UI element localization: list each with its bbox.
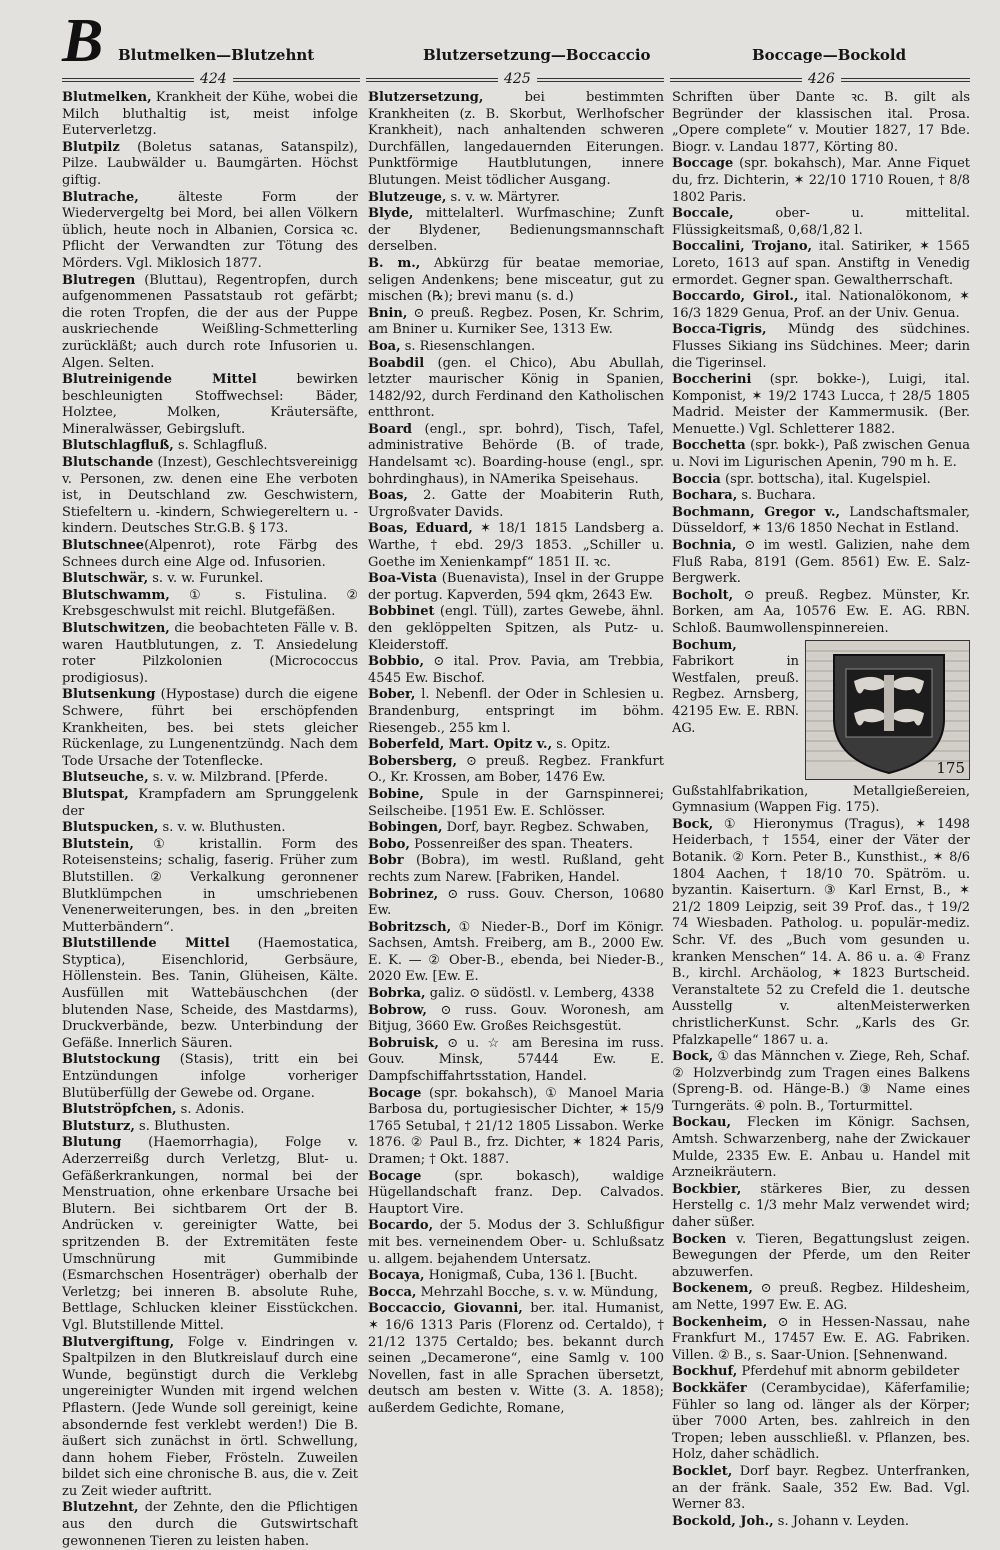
entry-headword: Bock, <box>672 816 714 832</box>
entry-text: Dorf bayr. Regbez. Unterfranken, an der fränk. Saale, 352 Ew. Bad. Vgl. Werner 83. <box>672 1463 970 1513</box>
entry-headword: Bock, <box>672 1049 714 1065</box>
dictionary-entry <box>672 1514 970 1531</box>
dictionary-entry <box>672 472 970 489</box>
entry-headword: Bnin, <box>368 305 408 321</box>
entry-headword: Bocchetta <box>672 438 746 454</box>
dictionary-entry <box>368 306 664 339</box>
dictionary-entry <box>62 820 358 837</box>
entry-headword: Blutschwär, <box>62 571 149 587</box>
dictionary-entry <box>368 1218 664 1268</box>
entry-headword: Blutzeuge, <box>368 189 447 205</box>
entry-headword: Blutrache, <box>62 189 139 205</box>
left-column-title: Blutmelken—Blutzehnt <box>118 46 315 64</box>
dictionary-entry <box>672 322 970 372</box>
entry-text: bewirken beschleunigten Stoffwechsel: Bäder, Holztee, Molken, Kräutersäfte, Mineralwässer, Gebirgsluft. <box>62 372 358 437</box>
entry-headword: Boccia <box>672 471 721 487</box>
dictionary-entry <box>672 488 970 505</box>
dictionary-entry <box>62 621 358 687</box>
entry-headword: Blutschwitzen, <box>62 621 170 636</box>
dictionary-entry <box>368 1086 664 1169</box>
dictionary-entry <box>672 90 970 156</box>
entry-headword: Blutmelken, <box>62 90 152 105</box>
dictionary-entry <box>368 986 664 1003</box>
entry-headword: Blutzehnt, <box>62 1500 139 1516</box>
entry-headword: Bochara, <box>672 488 738 504</box>
entry-text: s. Riesenschlangen. <box>400 338 536 354</box>
dictionary-entry <box>672 817 970 1049</box>
entry-text: ober- u. mittelital. Flüssigkeitsmaß, 0,68/1,82 l. <box>672 206 970 238</box>
entry-headword: Blutvergiftung, <box>62 1334 175 1350</box>
entry-text: s. Johann v. Leyden. <box>773 1513 910 1529</box>
entry-text: (Haemorrhagia), Folge v. Aderzerreißg durch Verletzg, Blut- u. Gefäßerkrankungen, normal bei der Menstruation, ohne erkenbare Ursache bei Blutern. Bei sichtbarem Ort der B. Andrücken v. gereinigter Watte, bei spritzenden B. der Extremitäten feste Umschnürung mit Gummibinde (Esmarchschen Hosenträger) oberhalb der Verletzg; bei inneren B. absolute Ruhe, Bettlage, Schlucken kleiner Eisstückchen. Vgl. Blutstillende Mittel. <box>62 1135 358 1333</box>
entry-text: Landschaftsmaler, Düsseldorf, ✶ 13/6 1850 Nechat in Estland. <box>672 504 970 537</box>
dictionary-entry <box>368 1268 664 1285</box>
entry-text: (engl. Tüll), zartes Gewebe, ähnl. den geklöppelten Spitzen, als Putz- u. Kleiderstoff. <box>368 604 664 653</box>
dictionary-entry <box>62 438 358 455</box>
dictionary-entry <box>62 1135 358 1334</box>
entry-headword: Blutschwamm, <box>62 587 170 603</box>
dictionary-entry <box>368 737 664 754</box>
dictionary-entry <box>62 1102 358 1119</box>
entry-headword: Bocholt, <box>672 587 734 603</box>
entry-headword: Blutreinigende Mittel <box>62 372 257 388</box>
entry-headword: Bocardo, <box>368 1218 434 1234</box>
right-column-title: Boccage—Bockold <box>752 46 907 64</box>
entry-headword: Bocaya, <box>368 1268 425 1284</box>
entry-headword: Boberfeld, Mart. Opitz v., <box>368 737 553 753</box>
dictionary-entry <box>672 1464 970 1514</box>
dictionary-entry <box>368 1169 664 1219</box>
entry-headword: Bocca, <box>368 1284 417 1300</box>
dictionary-entry <box>368 754 664 787</box>
entry-text: (Hypostase) durch die eigene Schwere, führt bei erschöpfenden Krankheiten, bes. bei stets gleicher Rückenlage, zu Lungenentzündg. Nach dem Tode Ursache der Totenflecke. <box>62 687 358 769</box>
entry-text: bei bestimmten Krankheiten (z. B. Skorbut, Werlhofscher Krankheit), nach anhaltenden schweren Durchfällen, langedauernden Eiterungen. Punktförmige Hautblutungen, innere Blutungen. Meist tödlicher Ausgang. <box>368 90 664 188</box>
entry-headword: Bockkäfer <box>672 1380 747 1396</box>
entry-headword: Boccardo, Girol., <box>672 289 799 305</box>
entry-headword: Bockhuf, <box>672 1364 738 1380</box>
dictionary-entry <box>368 521 664 571</box>
bochum-coat-of-arms-figure <box>805 640 970 780</box>
entry-text: (spr. bokke-), Luigi, ital. Komponist, ✶ 19/2 1743 Lucca, † 28/5 1805 Madrid. Meister der Kammermusik. (Ber. Menuette.) Vgl. Schletterer 1882. <box>672 372 970 437</box>
dictionary-entry <box>672 239 970 289</box>
entry-text: ⊙ im westl. Galizien, nahe dem Fluß Raba, 8191 (Gem. 8561) Ew. E. Salz-Bergwerk. <box>672 538 970 587</box>
entry-text: (Bobra), im westl. Rußland, geht rechts zum Narew. [Fabriken, Handel. <box>368 853 664 885</box>
entry-text: s. Adonis. <box>176 1102 245 1118</box>
entry-headword: Blutspucken, <box>62 820 159 836</box>
dictionary-entry <box>62 770 358 787</box>
entry-headword: Boccherini <box>672 372 752 388</box>
entry-headword: Blutsenkung <box>62 687 156 703</box>
entry-headword: Blutströpfchen, <box>62 1102 177 1118</box>
entry-headword: Boa-Vista <box>368 571 438 587</box>
dictionary-entry <box>62 1052 358 1102</box>
entry-text: Flecken im Königr. Sachsen, Amtsh. Schwarzenberg, nahe der Zwickauer Mulde, 2335 Ew. E. Anbau u. Handel mit Arzneikräutern. <box>672 1115 970 1181</box>
dictionary-entry <box>672 438 970 471</box>
entry-text: (Alpenrot), rote Färbg des Schnees durch eine Alge od. Infusorien. <box>62 538 358 570</box>
dictionary-entry <box>368 339 664 356</box>
dictionary-entry <box>368 206 664 256</box>
entry-text: ① das Männchen v. Ziege, Reh, Schaf. ② Holzverbindg zum Tragen eines Balkens (Spreng-B. od. Hänge-B.) ③ Name eines Turngeräts. ④ poln. B., Torturmittel. <box>672 1049 970 1114</box>
entry-text: (Buenavista), Insel in der Gruppe der portug. Kapverden, 594 qkm, 2643 Ew. <box>368 571 664 603</box>
entry-text: s. Buchara. <box>737 488 816 504</box>
entry-headword: Bobr <box>368 853 404 869</box>
dictionary-entry <box>62 588 358 621</box>
entry-headword: Blutschnee <box>62 538 145 554</box>
dictionary-entry <box>62 837 358 937</box>
column-left <box>62 90 358 1549</box>
dictionary-entry <box>368 1301 664 1417</box>
entry-text: ⊙ preuß. Regbez. Posen, Kr. Schrim, am Bniner u. Kurniker See, 1313 Ew. <box>368 305 664 338</box>
dictionary-entry <box>62 455 358 538</box>
entry-headword: Bobrinez, <box>368 886 439 902</box>
entry-text: älteste Form der Wiedervergeltg bei Mord, bei allen Völkern üblich, heute noch in Albanien, Corsica ꝛc. Pflicht der Verwandten zur Tötung des Mörders. Vgl. Miklosich 1877. <box>62 189 358 271</box>
dictionary-entry <box>368 1003 664 1036</box>
entry-text: (Stasis), tritt ein bei Entzündungen infolge vorheriger Blutüberfüllg der Gewebe od. Organe. <box>62 1052 358 1101</box>
entry-text: s. v. w. Märtyrer. <box>446 189 561 205</box>
entry-headword: Boa, <box>368 338 401 354</box>
entry-headword: Blutung <box>62 1135 122 1151</box>
entry-text: der Zehnte, den die Pflichtigen aus den durch die Gutswirtschaft gewonnenen Tieren zu leisten haben. <box>62 1500 358 1549</box>
entry-text: (spr. bokahsch), Mar. Anne Fiquet du, frz. Dichterin, ✶ 22/10 1710 Rouen, † 8/8 1802 Paris. <box>672 156 970 205</box>
entry-headword: Bocklet, <box>672 1463 733 1479</box>
entry-text: (Inzest), Geschlechtsvereinigg v. Personen, zw. denen eine Ehe verboten ist, in Deutschland zw. Geschwistern, Stiefeltern u. -kindern, Schwiegereltern u. -kindern. Deutsches Str.G.B. § 173. <box>62 455 358 537</box>
entry-headword: Bockbier, <box>672 1181 742 1197</box>
entry-headword: Bobrka, <box>368 986 426 1002</box>
entry-headword: Blutschande <box>62 455 154 471</box>
entry-headword: Boccaccio, Giovanni, <box>368 1301 523 1317</box>
entry-headword: Bobrow, <box>368 1002 427 1018</box>
entry-headword: Blyde, <box>368 206 414 222</box>
entry-headword: Bobersberg, <box>368 753 458 769</box>
entry-text: s. v. w. Furunkel. <box>148 571 264 587</box>
entry-text: (Bluttau), Regentropfen, durch aufgenommenen Passatstaub rot gefärbt; die roten Tropfen, die der aus der Puppe auskriechende Weißling-Schmetterling zurückläßt; auch durch rote Infusorien u. Algen. Selten. <box>62 272 358 371</box>
entry-text: (Haemostatica, Styptica), Eisenchlorid, Gerbsäure, Höllenstein. Bes. Tanin, Glüheisen, Kälte. Ausfüllen mit Wattebäuschchen (der blutenden Nase, Scheide, des Mastdarms), Druckverbände, bezw. Unterbindung der Gefäße. Innerlich Säuren. <box>62 936 358 1051</box>
dictionary-entry <box>672 588 970 638</box>
entry-headword: B. m., <box>368 255 421 271</box>
dictionary-entry <box>672 1281 970 1314</box>
figure-number: 175 <box>936 759 965 777</box>
entry-text: Krampfadern am Sprunggelenk der <box>62 786 358 819</box>
entry-headword: Blutstein, <box>62 836 134 852</box>
dictionary-entry <box>672 505 970 538</box>
entry-headword: Boas, <box>368 488 408 504</box>
entry-text: ber. ital. Humanist, ✶ 16/6 1313 Paris (Florenz od. Certaldo), † 21/12 1375 Certaldo; bes. bekannt durch seinen „Decamerone“, eine Samlg v. 100 Novellen, fast in alle Sprachen übersetzt, deutsch am besten v. Witte (3. A. 1858); außerdem Gedichte, Romane, <box>368 1301 664 1416</box>
dictionary-entry <box>672 1381 970 1464</box>
entry-headword: Boccalini, Trojano, <box>672 239 813 255</box>
entry-text: Abkürzg für beatae memoriae, seligen Andenkens; bene misceatur, gut zu mischen (℞); brevi manu (s. d.) <box>368 255 664 305</box>
entry-headword: Blutschlagfluß, <box>62 438 174 454</box>
dictionary-entry <box>368 1285 664 1302</box>
entry-text: s. Opitz. <box>552 737 611 753</box>
entry-text: Fabrikort in Westfalen, preuß. Regbez. Arnsberg, 42195 Ew. E. RBN. AG. Gußstahlfabrikation, Metallgießereien, Gymnasium (Wappen Fig. 175). <box>672 654 970 816</box>
dictionary-entry <box>672 1315 970 1365</box>
dictionary-entry <box>62 1119 358 1136</box>
entry-text: ⊙ u. ☆ am Beresina im russ. Gouv. Minsk, 57444 Ew. E. Dampfschiffahrtsstation, Handel. <box>368 1035 664 1085</box>
entry-headword: Blutspat, <box>62 786 129 802</box>
entry-headword: Blutpilz <box>62 139 120 155</box>
entry-text: ① kristallin. Form des Roteisensteins; schalig, faserig. Früher zum Blutstillen. ② Verkalkung geronnener Blutklümpchen in umschriebenen Venenerweiterungen, bes. in den „breiten Mutterbändern“. <box>62 836 358 935</box>
entry-text: mittelalterl. Wurfmaschine; Zunft der Blydener, Bedienungsmannschaft derselben. <box>368 206 664 255</box>
entry-text: ⊙ preuß. Regbez. Frankfurt O., Kr. Krossen, am Bober, 1476 Ew. <box>368 753 664 786</box>
entry-text: Pferdehuf mit abnorm gebildeter <box>737 1364 960 1380</box>
entry-text: (spr. bokasch), waldige Hügellandschaft franz. Dep. Calvados. Hauptort Vire. <box>368 1168 664 1217</box>
entry-text: ⊙ russ. Gouv. Cherson, 10680 Ew. <box>368 886 664 919</box>
entry-text: Mündg des südchines. Flusses Sikiang ins Südchines. Meer; darin die Tigerinsel. <box>672 322 970 371</box>
dictionary-entry <box>368 654 664 687</box>
entry-headword: Bobo, <box>368 836 410 852</box>
entry-headword: Bockold, Joh., <box>672 1513 774 1529</box>
entry-text: Honigmaß, Cuba, 136 l. [Bucht. <box>424 1268 638 1284</box>
dictionary-entry <box>672 289 970 322</box>
entry-headword: Blutstillende Mittel <box>62 936 230 952</box>
entry-text: (spr. bokk-), Paß zwischen Genua u. Novi im Ligurischen Apenin, 790 m h. E. <box>672 438 970 471</box>
entry-headword: Bobruisk, <box>368 1035 439 1051</box>
dictionary-entry <box>672 1182 970 1232</box>
entry-text: (Boletus satanas, Satanspilz), Pilze. Laubwälder u. Baumgärten. Höchst giftig. <box>62 139 358 188</box>
dictionary-entry <box>368 488 664 521</box>
entry-text: 2. Gatte der Moabiterin Ruth, Urgroßvater Davids. <box>368 488 664 520</box>
entry-headword: Bochmann, Gregor v., <box>672 504 841 520</box>
dictionary-entry <box>368 422 664 488</box>
entry-text: Krankheit der Kühe, wobei die Milch bluthaltig ist, meist infolge Euterverletzg. <box>62 90 358 139</box>
dictionary-entry <box>672 372 970 438</box>
entry-text: die beobachteten Fälle v. B. waren Hautblutungen, z. T. Ansiedelung roter Pilzkolonien (Micrococcus prodigiosus). <box>62 621 358 686</box>
dictionary-entry <box>62 1335 358 1501</box>
coat-of-arms-icon <box>806 641 969 779</box>
entry-text: ital. Satiriker, ✶ 1565 Loreto, 1613 auf span. Anstiftg in Venedig ermordet. Gegner span. Gewaltherrschaft. <box>672 239 970 288</box>
entry-text: s. Schlagfluß. <box>173 438 268 454</box>
entry-text: Folge v. Eindringen v. Spaltpilzen in den Blutkreislauf durch eine Wunde, begünstigt durch die Verklebg ungereinigter Wunden mit irgend welchen Pflastern. (Jede Wunde soll gereinigt, keine absondernde fest verklebt werden!) Die B. äußert sich zunächst in örtl. Schwellung, dann hohem Fieber, Frösteln. Zuweilen bildet sich eine chronische B. aus, die v. Zeit zu Zeit wieder auftritt. <box>62 1334 358 1499</box>
entry-headword: Bocca-Tigris, <box>672 322 767 338</box>
entry-text: Spule in der Garnspinnerei; Seilscheibe. [1951 Ew. E. Schlösser. <box>368 786 664 819</box>
entry-text: ① Hieronymus (Tragus), ✶ 1498 Heiderbach, † 1554, einer der Väter der Botanik. ② Korn. Peter B., Kunsthist., ✶ 8/6 1804 Aachen, † 18/10 70. Spätröm. u. byzantin. Kaiserturn. ③ Karl Ernst, B., ✶ 21/2 1809 Leipzig, seit 39 Prof. das., † 19/2 74 Wiesbaden. Patholog. u. populär-mediz. Schr. Vf. des „Buch vom gesunden u. kranken Menschen“ 14. A. 86 u. a. ④ Franz B., kirchl. Archäolog, ✶ 1823 Burtscheid. Veranstaltete 52 zu Crefeld die 1. deutsche Ausstellg v. altenMeisterwerken christlicherKunst. Schr. „Karls des Gr. Pfalzkapelle“ 1867 u. a. <box>672 816 970 1048</box>
dictionary-entry <box>62 538 358 571</box>
entry-headword: Blutsturz, <box>62 1118 135 1134</box>
entry-headword: Bobritzsch, <box>368 919 452 935</box>
column-center <box>368 90 664 1416</box>
dictionary-entry <box>672 1232 970 1282</box>
dictionary-entry <box>368 190 664 207</box>
entry-text: Schriften über Dante ꝛc. B. gilt als Begründer der klassischen ital. Prosa. „Opere complete“ v. Moutier 1827, 17 Bde. Biogr. v. Landau 1877, Körting 80. <box>672 90 970 155</box>
dictionary-entry <box>672 206 970 239</box>
entry-headword: Bochum, <box>672 637 737 653</box>
dictionary-entry <box>62 1500 358 1550</box>
dictionary-entry <box>368 687 664 737</box>
entry-text: ⊙ preuß. Regbez. Hildesheim, am Nette, 1997 Ew. E. AG. <box>672 1281 970 1313</box>
dictionary-entry <box>368 356 664 422</box>
entry-text: stärkeres Bier, zu dessen Herstellg c. 1/3 mehr Malz verwendet wird; daher süßer. <box>672 1181 970 1231</box>
entry-text: ① Nieder-B., Dorf im Königr. Sachsen, Amtsh. Freiberg, am B., 2000 Ew. E. K. — ② Ober-B., ebenda, bei Nieder-B., 2020 Ew. [Ew. E. <box>368 919 664 985</box>
entry-text: ⊙ russ. Gouv. Woronesh, am Bitjug, 3660 Ew. Großes Reichsgestüt. <box>368 1002 664 1035</box>
dictionary-entry <box>368 90 664 190</box>
dictionary-entry <box>368 887 664 920</box>
entry-headword: Boccage <box>672 156 734 172</box>
dictionary-entry <box>62 687 358 770</box>
dictionary-entry <box>62 90 358 140</box>
entry-text: Dorf, bayr. Regbez. Schwaben, <box>442 820 650 836</box>
dictionary-entry <box>368 571 664 604</box>
dictionary-entry <box>672 156 970 206</box>
entry-text: (gen. el Chico), Abu Abullah, letzter maurischer König in Spanien, 1482/92, durch Ferdinand den Katholischen entthront. <box>368 355 664 421</box>
entry-text: ① s. Fistulina. ② Krebsgeschwulst mit reichl. Blutgefäßen. <box>62 587 358 620</box>
entry-headword: Bockenem, <box>672 1281 753 1297</box>
entry-text: ⊙ in Hessen-Nassau, nahe Frankfurt M., 17457 Ew. E. AG. Fabriken. Villen. ② B., s. Saar-Union. [Sehnenwand. <box>672 1314 970 1363</box>
entry-headword: Boccale, <box>672 206 734 222</box>
dictionary-entry <box>368 256 664 306</box>
dictionary-entry <box>368 820 664 837</box>
entry-headword: Bockau, <box>672 1115 731 1131</box>
dictionary-entry <box>368 604 664 654</box>
entry-headword: Bober, <box>368 687 416 703</box>
entry-text: s. v. w. Bluthusten. <box>158 820 286 836</box>
entry-text: l. Nebenfl. der Oder in Schlesien u. Brandenburg, entspringt im böhm. Riesengeb., 255 km l. <box>368 687 664 736</box>
dictionary-entry <box>62 787 358 820</box>
entry-headword: Blutregen <box>62 272 136 288</box>
dictionary-entry <box>62 273 358 373</box>
entry-text: s. Bluthusten. <box>134 1118 231 1134</box>
entry-text: (spr. bottscha), ital. Kugelspiel. <box>720 471 931 487</box>
entry-text: (spr. bokahsch), ① Manoel Maria Barbosa du, portugiesischer Dichter, ✶ 15/9 1765 Setubal, † 21/12 1805 Lissabon. Werke 1876. ② Paul B., frz. Dichter, ✶ 1824 Paris, Dramen; † Okt. 1887. <box>368 1085 664 1167</box>
entry-text: Possenreißer des span. Theaters. <box>409 836 633 852</box>
entry-headword: Bockenheim, <box>672 1314 768 1330</box>
entry-text: ⊙ ital. Prov. Pavia, am Trebbia, 4545 Ew. Bischof. <box>368 654 664 686</box>
entry-text: galiz. ⊙ südöstl. v. Lemberg, 4338 <box>425 986 655 1002</box>
entry-headword: Board <box>368 421 413 437</box>
entry-text: ⊙ preuß. Regbez. Münster, Kr. Borken, am Aa, 10576 Ew. E. AG. RBN. Schloß. Baumwollenspinnereien. <box>672 587 970 636</box>
entry-headword: Bobbinet <box>368 604 435 620</box>
entry-headword: Bobine, <box>368 786 424 802</box>
dictionary-entry <box>672 1364 970 1381</box>
entry-text: ital. Nationalökonom, ✶ 16/3 1829 Genua, Prof. an der Univ. Genua. <box>672 289 970 321</box>
section-letter: B <box>62 7 104 75</box>
entry-text: Mehrzahl Bocche, s. v. w. Mündung, <box>416 1284 659 1300</box>
entry-text: (Cerambycidae), Käferfamilie; Fühler so lang od. länger als der Körper; über 7000 Arten, bes. zahlreich in den Tropen; leben ausschließl. v. Pflanzen, bes. Holz, daher schädlich. <box>672 1380 970 1463</box>
entry-headword: Bocage <box>368 1085 422 1101</box>
dictionary-entry <box>368 920 664 986</box>
dictionary-entry <box>368 853 664 886</box>
entry-headword: Blutseuche, <box>62 770 149 786</box>
entry-headword: Boas, Eduard, <box>368 521 473 537</box>
entry-headword: Boabdil <box>368 355 425 371</box>
page-number-center: 425 <box>498 72 537 86</box>
entry-headword: Bobingen, <box>368 820 443 836</box>
entry-headword: Blutstockung <box>62 1052 161 1068</box>
dictionary-entry <box>368 837 664 854</box>
entry-headword: Bobbio, <box>368 654 424 670</box>
dictionary-entry <box>62 372 358 438</box>
entry-headword: Blutzersetzung, <box>368 90 484 105</box>
dictionary-entry <box>368 1036 664 1086</box>
column-right <box>672 90 970 1529</box>
page-number-right: 426 <box>802 72 841 86</box>
center-column-title: Blutzersetzung—Boccaccio <box>423 46 651 64</box>
entry-text: s. v. w. Milzbrand. [Pferde. <box>148 770 328 786</box>
dictionary-entry <box>672 1049 970 1115</box>
dictionary-entry <box>672 1115 970 1181</box>
dictionary-entry <box>62 140 358 190</box>
entry-text: ✶ 18/1 1815 Landsberg a. Warthe, † ebd. 29/3 1853. „Schiller u. Goethe im Xenienkampf“ 1851 II. ꝛc. <box>368 521 664 570</box>
dictionary-entry <box>62 571 358 588</box>
entry-headword: Bocken <box>672 1231 727 1247</box>
entry-text: v. Tieren, Begattungslust zeigen. Bewegungen der Pferde, um den Reiter abzuwerfen. <box>672 1231 970 1280</box>
dictionary-entry <box>672 538 970 588</box>
entry-text: (engl., spr. bohrd), Tisch, Tafel, administrative Behörde (B. of trade, Handelsamt ꝛc). Boarding-house (engl., spr. bohrdinghaus), in NAmerika Speisehaus. <box>368 421 664 487</box>
page-number-left: 424 <box>194 72 233 86</box>
dictionary-entry <box>62 936 358 1052</box>
dictionary-entry <box>62 190 358 273</box>
entry-text: der 5. Modus der 3. Schlußfigur mit bes. verneinendem Ober- u. Schlußsatz u. allgem. bejahendem Untersatz. <box>368 1218 664 1267</box>
entry-headword: Bochnia, <box>672 538 737 554</box>
entry-headword: Bocage <box>368 1168 422 1184</box>
dictionary-entry <box>368 787 664 820</box>
